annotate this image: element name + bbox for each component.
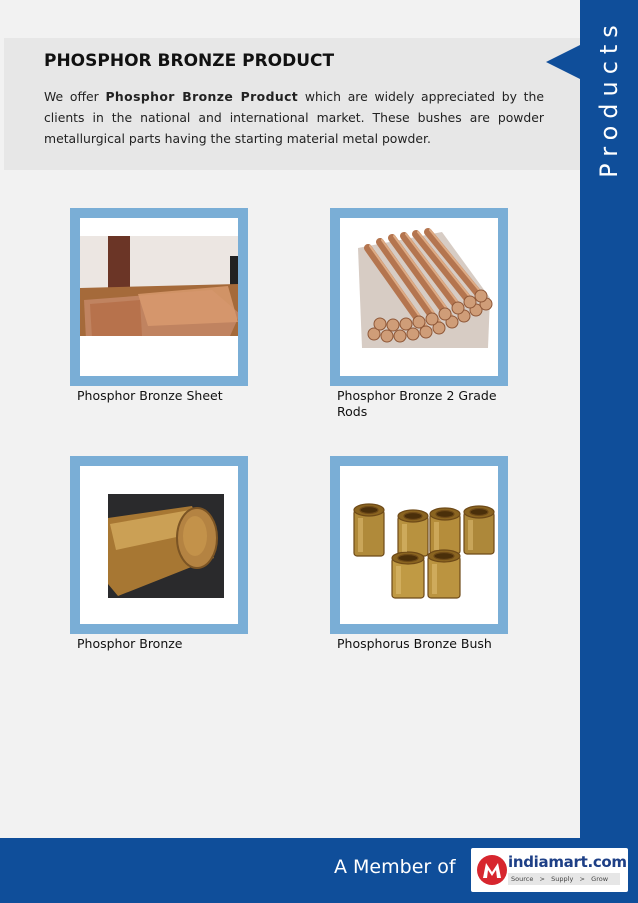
- indiamart-logo[interactable]: [471, 848, 628, 892]
- bronze-rods-photo: [340, 218, 498, 376]
- logo-tagline: Source > Supply > Grow: [511, 875, 609, 883]
- product-card-rods[interactable]: [330, 208, 508, 386]
- bronze-sheet-photo: [80, 218, 238, 376]
- products-sidebar: [580, 0, 638, 838]
- sidebar-label-wrap: [588, 8, 630, 188]
- description: [44, 86, 544, 149]
- page-title: PHOSPHOR BRONZE PRODUCT: [44, 51, 335, 71]
- description-suffix: which are widely appreciated by the clients in the national and international market. These bushes are powder metallurgical parts having the starting material metal powder.: [44, 89, 544, 146]
- bronze-bar-photo: [80, 466, 238, 624]
- bronze-bushes-photo: [340, 466, 498, 624]
- product-caption-bushes[interactable]: Phosphorus Bronze Bush: [337, 636, 492, 651]
- product-card-sheet[interactable]: [70, 208, 248, 386]
- product-caption-bar[interactable]: Phosphor Bronze: [77, 636, 183, 651]
- indiamart-logo-icon: [476, 853, 508, 887]
- pointer-arrow-icon: [546, 45, 580, 79]
- member-text: A Member of: [334, 856, 456, 878]
- product-card-bar[interactable]: [70, 456, 248, 634]
- product-caption-sheet[interactable]: Phosphor Bronze Sheet: [77, 388, 223, 403]
- description-highlight: Phosphor Bronze Product: [105, 89, 299, 104]
- sidebar-label: Products: [595, 18, 624, 178]
- product-card-bushes[interactable]: [330, 456, 508, 634]
- product-caption-rods[interactable]: Phosphor Bronze 2 Grade Rods: [337, 388, 497, 419]
- logo-brand: indiamart.com: [508, 853, 627, 871]
- description-prefix: We offer: [44, 89, 106, 104]
